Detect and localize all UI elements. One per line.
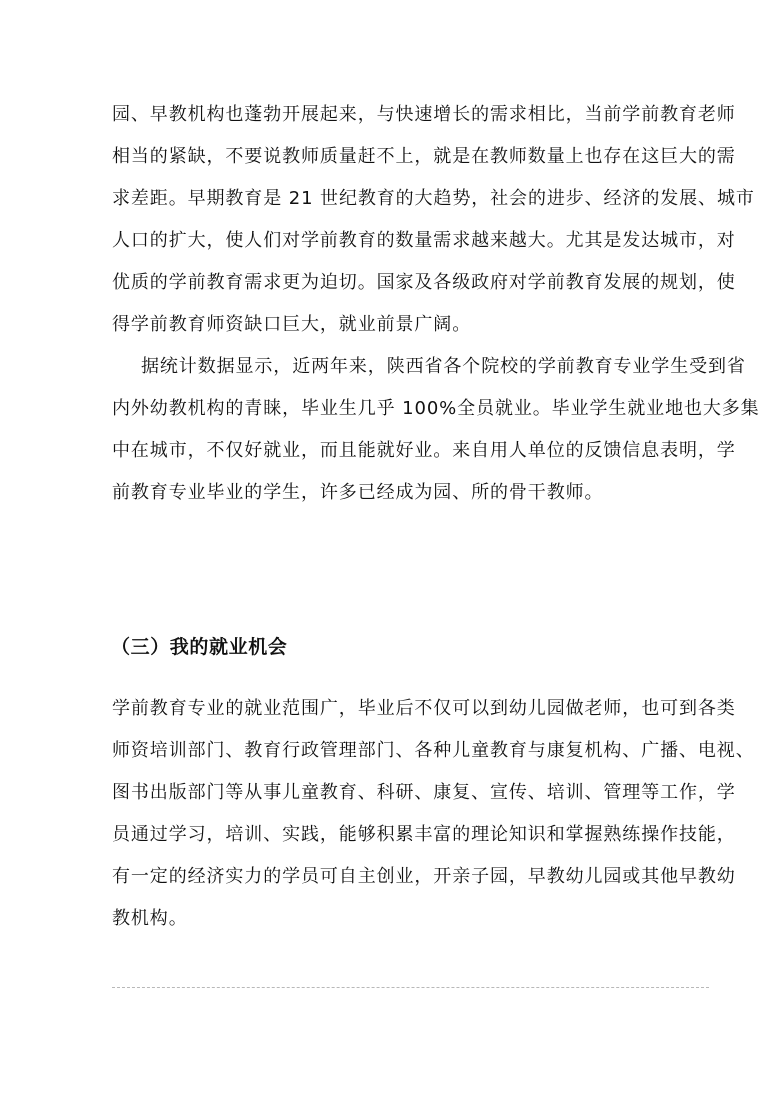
section-paragraph-line-5: 有一定的经济实力的学员可自主创业，开亲子园，早教幼儿园或其他早教幼 (112, 866, 736, 887)
section-heading: （三）我的就业机会 (111, 636, 288, 658)
section-paragraph-line-2: 师资培训部门、教育行政管理部门、各种儿童教育与康复机构、广播、电视、 (112, 740, 755, 761)
paragraph-1-line-6: 得学前教育师资缺口巨大，就业前景广阔。 (112, 314, 472, 335)
paragraph-1-line-4: 人口的扩大，使人们对学前教育的数量需求越来越大。尤其是发达城市，对 (112, 230, 736, 251)
paragraph-2-line-3: 中在城市，不仅好就业，而且能就好业。来自用人单位的反馈信息表明，学 (112, 440, 736, 461)
paragraph-1-line-3: 求差距。早期教育是 21 世纪教育的大趋势，社会的进步、经济的发展、城市 (112, 188, 755, 209)
paragraph-2-line-2: 内外幼教机构的青睐，毕业生几乎 100%全员就业。毕业学生就业地也大多集 (112, 398, 760, 419)
paragraph-1-line-2: 相当的紧缺，不要说教师质量赶不上，就是在教师数量上也存在这巨大的需 (112, 146, 736, 167)
section-paragraph-line-4: 员通过学习，培训、实践，能够积累丰富的理论知识和掌握熟练操作技能， (112, 824, 736, 845)
paragraph-1-line-5: 优质的学前教育需求更为迫切。国家及各级政府对学前教育发展的规划，使 (112, 272, 736, 293)
paragraph-1-line-1: 园、早教机构也蓬勃开展起来，与快速增长的需求相比，当前学前教育老师 (112, 104, 736, 125)
paragraph-2-line-1: 据统计数据显示，近两年来，陕西省各个院校的学前教育专业学生受到省 (141, 356, 746, 377)
paragraph-2-line-4: 前教育专业毕业的学生，许多已经成为园、所的骨干教师。 (112, 482, 604, 503)
section-paragraph-line-3: 图书出版部门等从事儿童教育、科研、康复、宣传、培训、管理等工作，学 (112, 782, 736, 803)
section-paragraph-line-6: 教机构。 (112, 908, 188, 929)
dashed-divider (112, 987, 709, 988)
section-paragraph-line-1: 学前教育专业的就业范围广，毕业后不仅可以到幼儿园做老师，也可到各类 (112, 698, 736, 719)
